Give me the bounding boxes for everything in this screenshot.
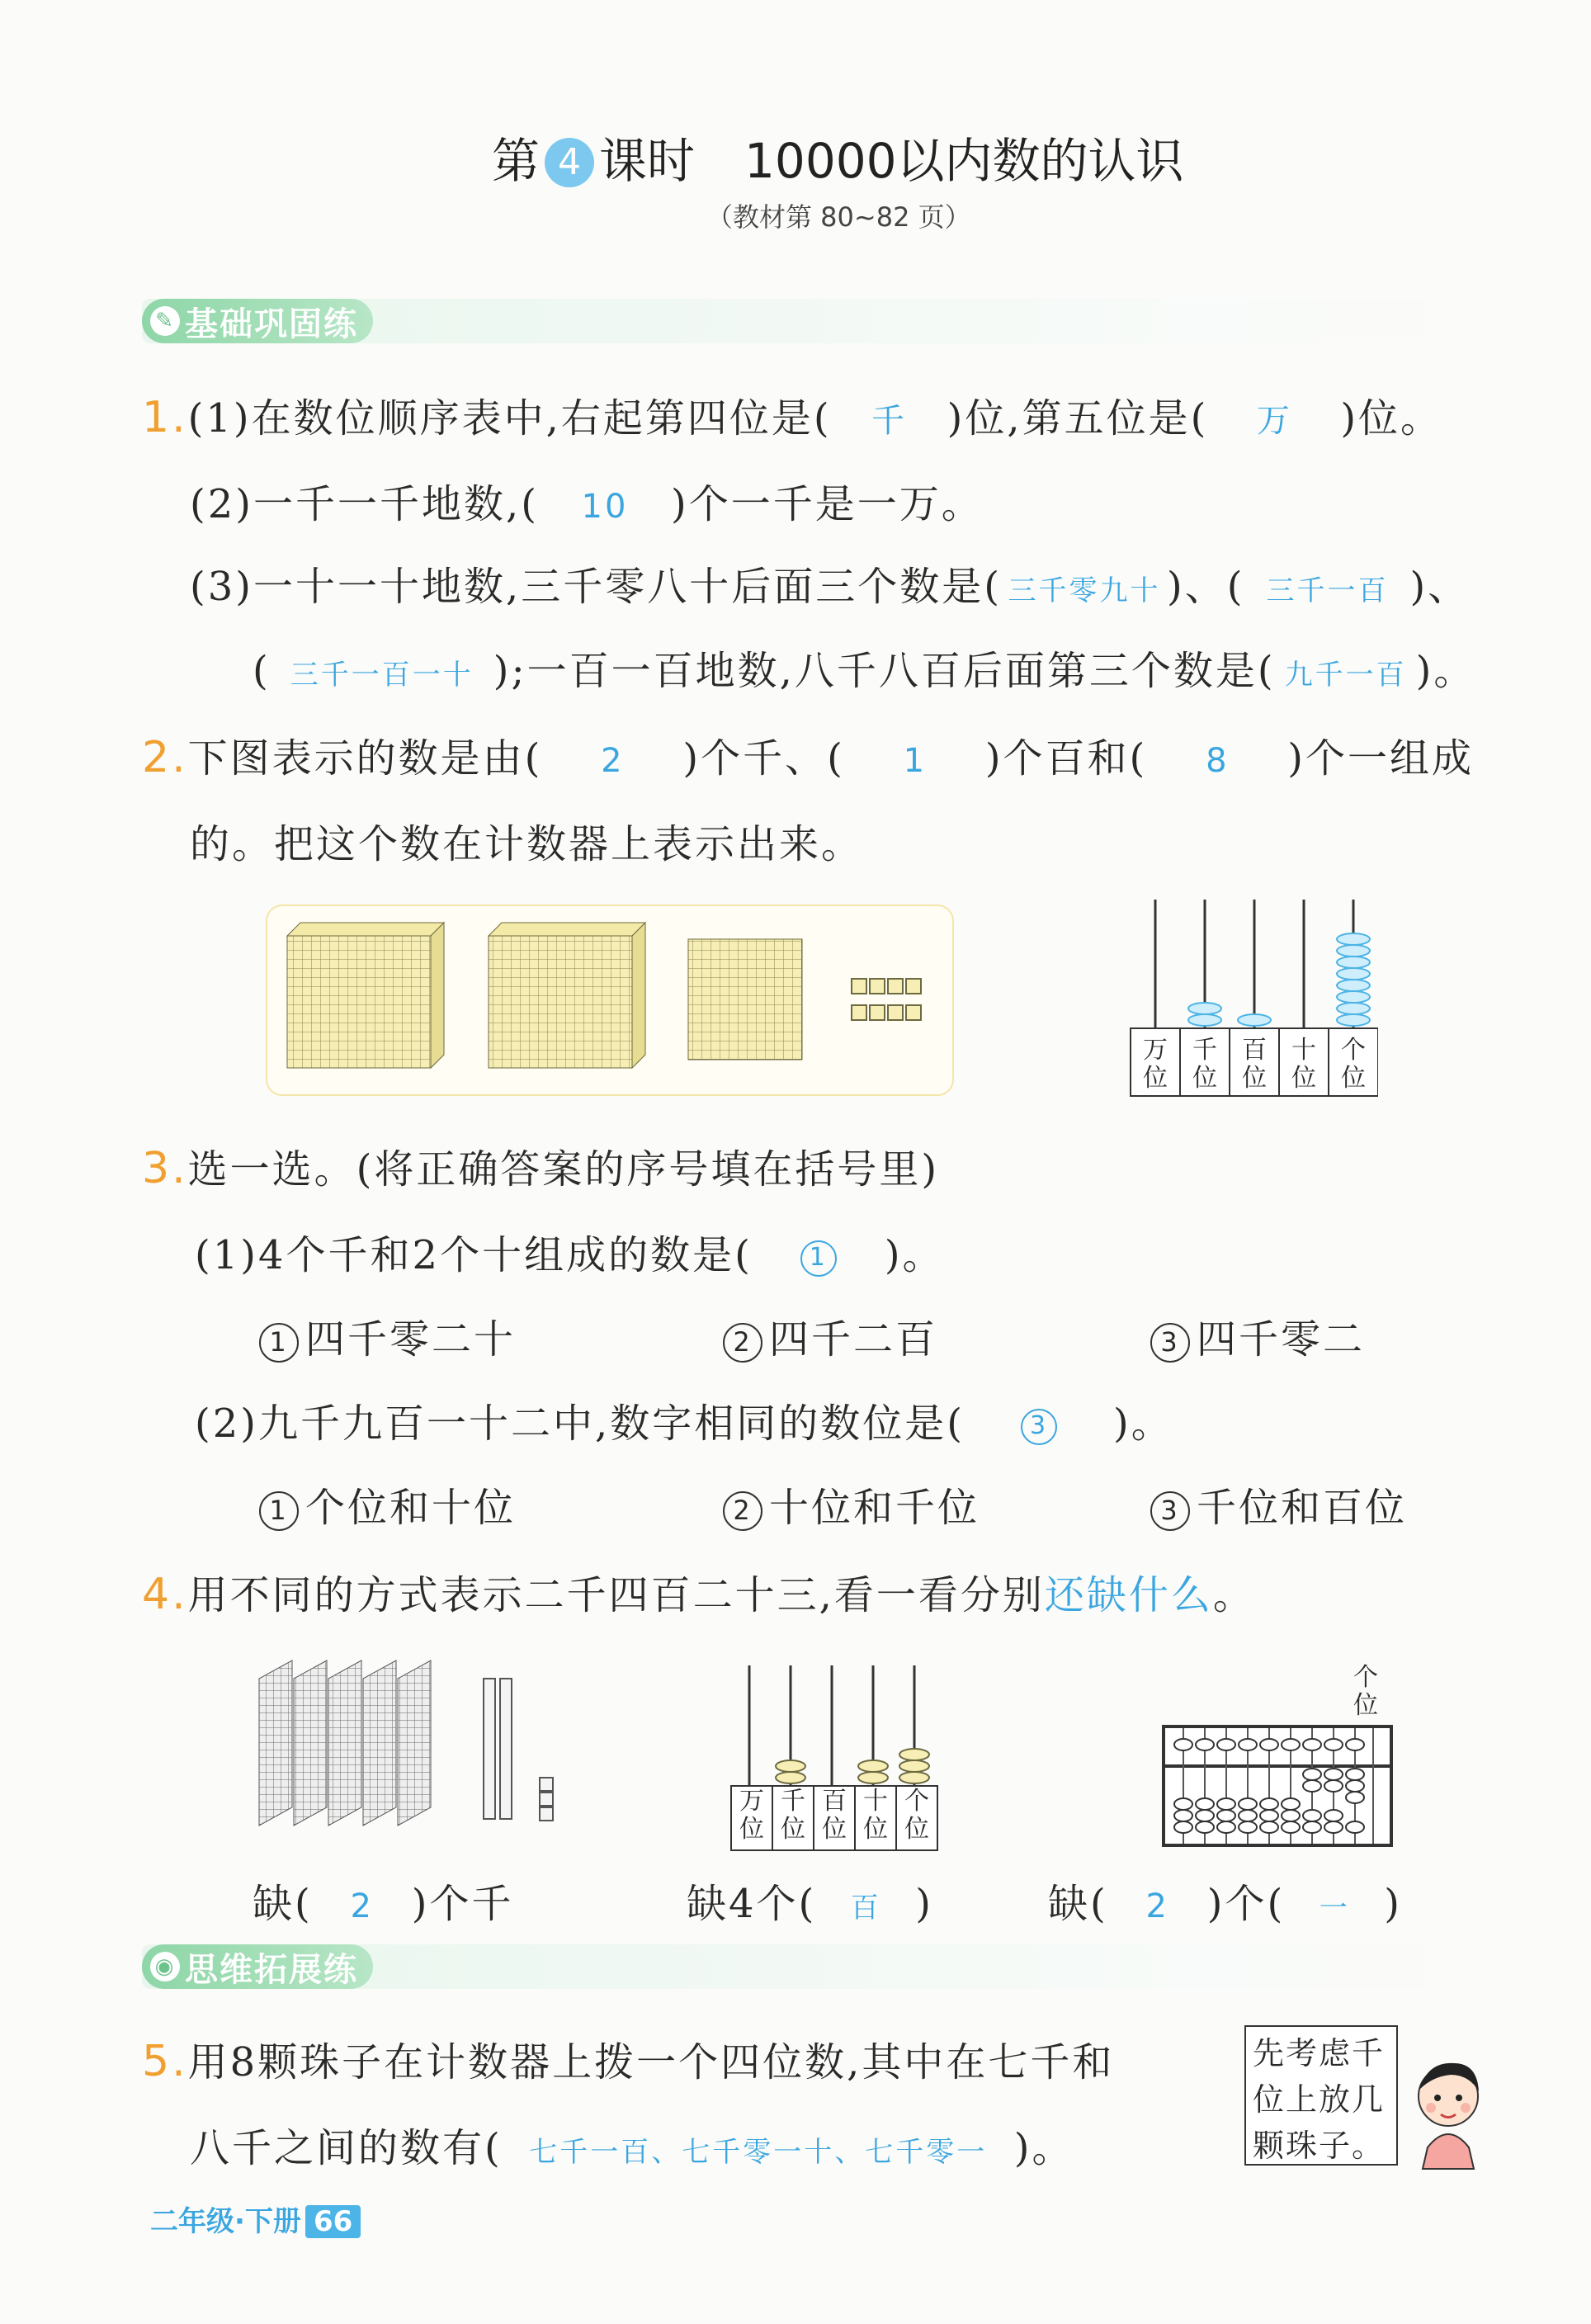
- q3-p1-answer: 1: [800, 1240, 837, 1277]
- q1-p1-text-c: )位。: [1340, 395, 1443, 442]
- q4-gap-1-answer: 2: [350, 1887, 374, 1925]
- q1-p2-answer: 10: [581, 488, 629, 526]
- q2-line1: [142, 726, 1474, 783]
- q1-p2-text-a: (2)一千一千地数,(: [190, 481, 539, 527]
- base-ten-blocks-figure: [266, 905, 951, 1093]
- page-number: 66: [305, 2205, 361, 2238]
- q1-p3-text-a: (3)一十一十地数,三千零八十后面三个数是(: [190, 564, 1002, 610]
- q4-stem-text: 用不同的方式表示二千四百二十三,看一看分别: [187, 1572, 1045, 1618]
- suanpan-place-label: 个 位: [1353, 1663, 1378, 1720]
- q3-p1-text-a: (1)4个千和2个十组成的数是(: [195, 1232, 753, 1278]
- q2-answer-1: 2: [601, 742, 625, 780]
- q5-answer: 七千一百、七千零一十、七千零一: [529, 2136, 988, 2169]
- q4-blocks-figure: [251, 1646, 564, 1835]
- q1-part3-line1: [190, 555, 1470, 612]
- unit-cubes: [540, 1778, 553, 1821]
- place-label-qian: 千 位: [1192, 1036, 1217, 1093]
- q4-stem: [142, 1563, 1255, 1620]
- place-label-shi: 十 位: [863, 1787, 888, 1844]
- q3-stem: [142, 1137, 939, 1194]
- lesson-title: 10000以内数的认识: [744, 133, 1184, 189]
- q1-p3-answer-3: 三千一百一十: [290, 659, 474, 692]
- q1-p3-text-d: (: [253, 648, 271, 694]
- q3-p2-answer: 3: [1021, 1409, 1057, 1445]
- q4-gap-3-answer-1: 2: [1145, 1887, 1169, 1925]
- brain-icon: ◉: [150, 1952, 180, 1982]
- hint-bubble: 先考虑千位上放几颗珠子。: [1244, 2025, 1398, 2166]
- q2-text-a: 下图表示的数是由(: [187, 735, 543, 782]
- place-label-bai: 百 位: [822, 1787, 847, 1844]
- lesson-number-badge: 4: [545, 138, 594, 187]
- q4-suanpan: [1162, 1725, 1393, 1849]
- textbook-source: （教材第 80~82 页）: [706, 201, 971, 233]
- q5-line2: 八千之间的数有( 七千一百、七千零一十、七千零一 )。: [190, 2125, 1074, 2171]
- q1-part2: [190, 472, 984, 529]
- q4-gap-2-answer: 百: [850, 1892, 881, 1925]
- section-title-basic: 基础巩固练: [185, 305, 358, 343]
- q1-p1-text-b: )位,第五位是(: [947, 395, 1209, 442]
- q1-part3-line2: [253, 639, 1475, 696]
- q2-line2: 的。把这个数在计数器上表示出来。: [190, 821, 864, 867]
- q2-abacus-labels: [1131, 1037, 1378, 1093]
- place-label-shi: 十 位: [1291, 1036, 1316, 1093]
- place-label-ge: 个 位: [1341, 1036, 1366, 1093]
- q1-p2-text-b: )个一千是一万。: [670, 481, 984, 527]
- q4-gap-1: 缺( 2 )个千: [253, 1881, 514, 1927]
- q1-number: 1.: [142, 393, 188, 442]
- q4-abacus-labels: [731, 1788, 937, 1844]
- q1-p1-answer-1: 千: [871, 402, 908, 440]
- q2-text-b: )个千、(: [682, 735, 845, 782]
- thousand-cube: [287, 923, 444, 1068]
- q3-p2-text-b: )。: [1112, 1401, 1173, 1447]
- q1-p3-answer-1: 三千零九十: [1008, 574, 1161, 607]
- q3-p2-option-1: 1 个位和十位: [259, 1476, 516, 1533]
- beads: [1188, 933, 1370, 1026]
- unit-cubes: [852, 979, 921, 1020]
- footer: [150, 2199, 361, 2239]
- place-label-qian: 千 位: [781, 1787, 805, 1844]
- q1-p3-text-b: )、(: [1166, 564, 1245, 610]
- q4-gap-2: 缺4个( 百 ): [687, 1881, 934, 1927]
- q3-number: 3.: [142, 1144, 188, 1193]
- q3-part1: [195, 1223, 945, 1280]
- place-label-wan: 万 位: [739, 1787, 764, 1844]
- q1-p3-text-f: )。: [1415, 648, 1476, 694]
- q2-answer-2: 1: [903, 742, 928, 780]
- q4-gap-3-answer-2: 一: [1319, 1892, 1350, 1925]
- q4-number: 4.: [142, 1570, 188, 1619]
- place-label-bai: 百 位: [1242, 1036, 1267, 1093]
- q3-p2-text-a: (2)九千九百一十二中,数字相同的数位是(: [195, 1401, 965, 1447]
- q4-stem-end: 。: [1212, 1572, 1255, 1618]
- q2-text-d: )个一组成: [1287, 735, 1475, 782]
- section-banner-basic: [142, 299, 373, 343]
- lesson-title-line: [492, 122, 1184, 191]
- q3-p2-option-2: 2 十位和千位: [723, 1476, 980, 1533]
- q3-p1-option-3: 3 四千零二: [1150, 1307, 1365, 1364]
- pencil-icon: ✎: [150, 306, 180, 336]
- place-label-ge: 个 位: [904, 1787, 929, 1844]
- q1-p1-text-a: (1)在数位顺序表中,右起第四位是(: [187, 395, 832, 442]
- q4-stem-highlight: 还缺什么: [1044, 1572, 1213, 1618]
- q5-number: 5.: [142, 2037, 188, 2086]
- q5-line1: [142, 2030, 1114, 2087]
- section-banner-extend: [142, 1944, 373, 1989]
- q3-part2: [195, 1391, 1173, 1448]
- q3-p1-option-1: 1 四千零二十: [259, 1307, 516, 1364]
- place-label-wan: 万 位: [1143, 1036, 1168, 1093]
- hundred-flats-stack: [259, 1660, 431, 1826]
- q1-p3-answer-2: 三千一百: [1266, 574, 1389, 607]
- q1-part1: [142, 386, 1442, 443]
- q3-p1-option-2: 2 四千二百: [723, 1307, 937, 1364]
- q1-p1-answer-2: 万: [1256, 402, 1292, 440]
- ten-rods: [484, 1679, 512, 1819]
- q1-p3-answer-4: 九千一百: [1284, 659, 1407, 692]
- q3-p1-text-b: )。: [884, 1232, 945, 1278]
- q2-answer-3: 8: [1206, 742, 1230, 780]
- hundred-flat: [688, 939, 802, 1060]
- lesson-suffix: 课时: [599, 133, 696, 189]
- q3-p2-option-3: 3 千位和百位: [1150, 1476, 1407, 1533]
- grade-label: 二年级·下册: [150, 2205, 301, 2238]
- q3-stem-text: 选一选。(将正确答案的序号填在括号里): [187, 1146, 940, 1193]
- q1-p3-text-c: )、: [1409, 564, 1471, 610]
- thousand-cube: [489, 923, 645, 1068]
- q5-text-1: 用8颗珠子在计数器上拨一个四位数,其中在七千和: [187, 2039, 1115, 2085]
- lesson-prefix: 第: [492, 133, 541, 189]
- q1-p3-text-e: );一百一百地数,八千八百后面第三个数是(: [493, 648, 1276, 694]
- q4-gap-3: 缺( 2 )个( 一 ): [1048, 1881, 1402, 1927]
- section-title-extend: 思维拓展练: [185, 1950, 358, 1989]
- beads: [776, 1749, 929, 1783]
- q2-number: 2.: [142, 733, 188, 782]
- q2-text-c: )个百和(: [984, 735, 1148, 782]
- boy-illustration: [1403, 2038, 1494, 2170]
